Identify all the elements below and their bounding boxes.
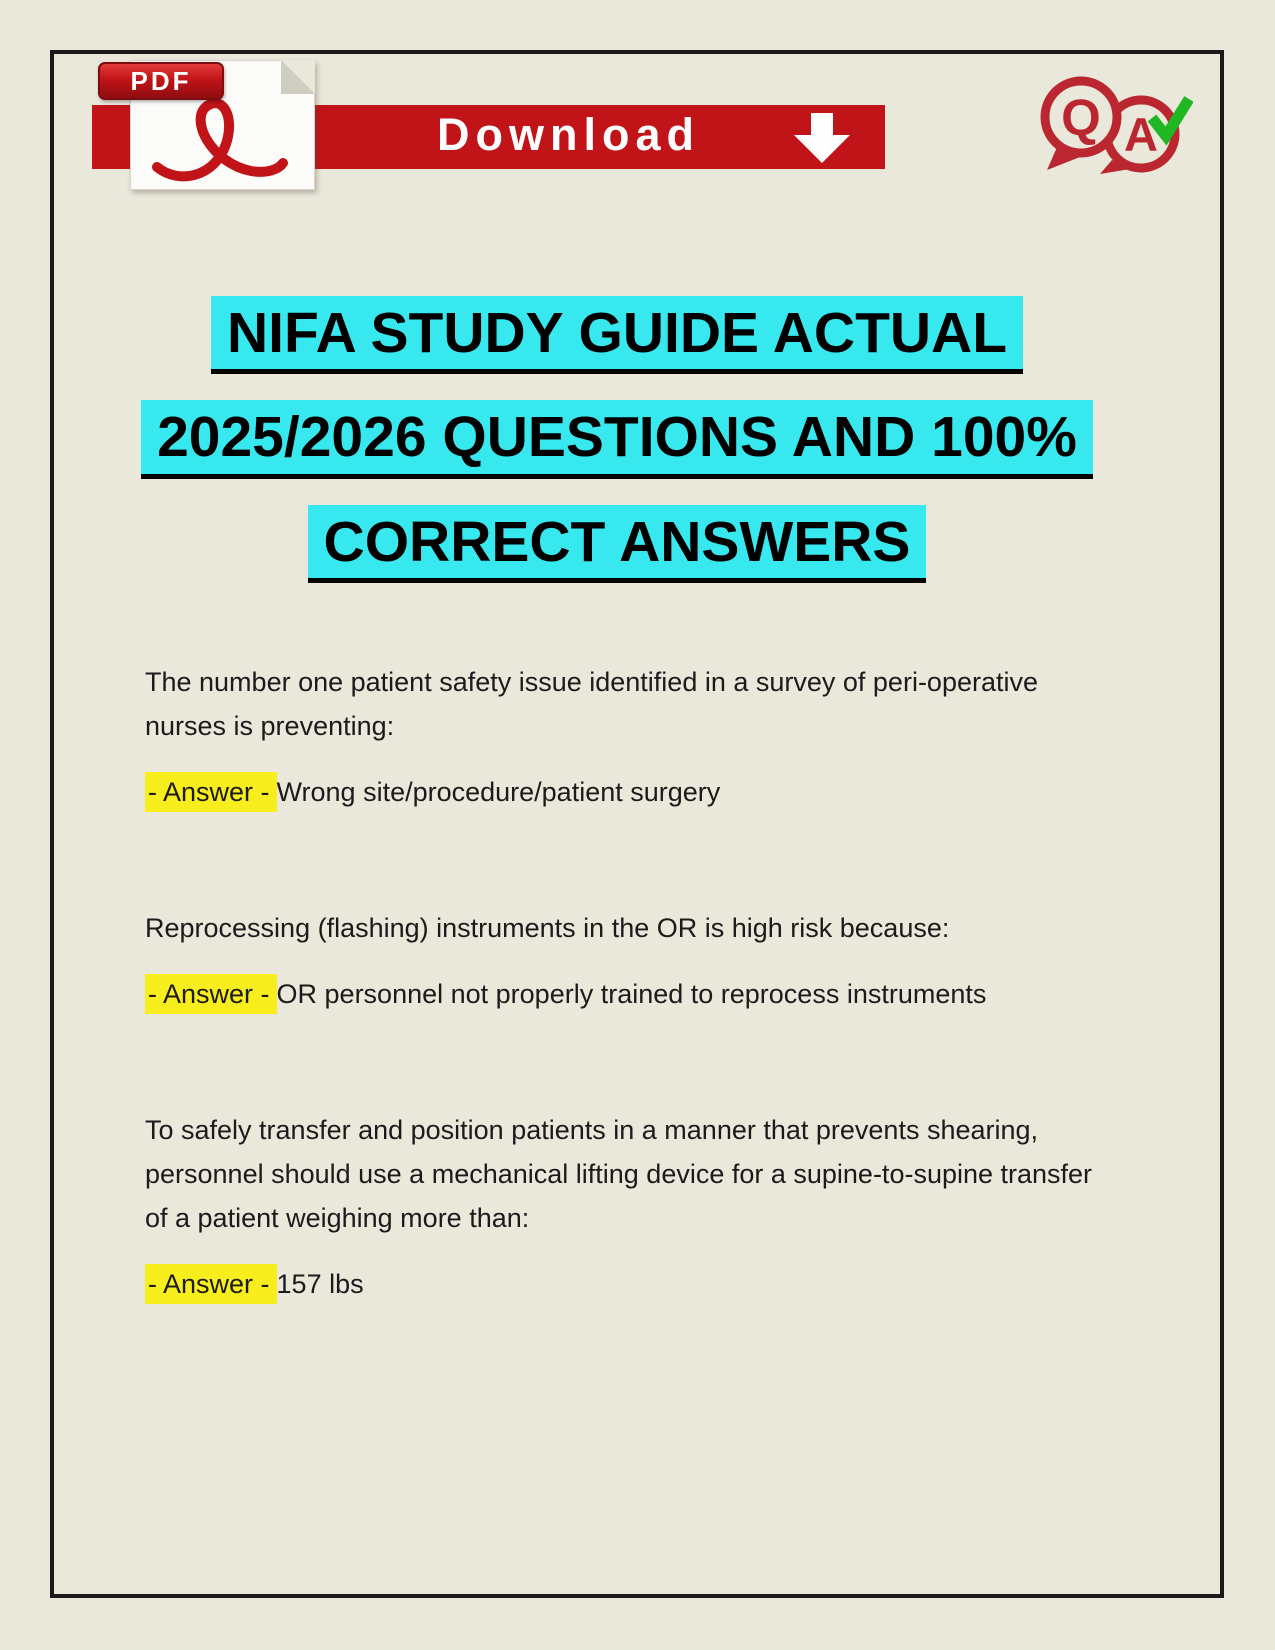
document-title <box>54 296 1180 609</box>
download-arrow-icon <box>792 113 852 163</box>
qa-content <box>145 660 1095 1306</box>
answer-line <box>145 1262 1095 1306</box>
page-border <box>50 50 1224 1598</box>
qa-item <box>145 1108 1095 1306</box>
answer-label-highlight: - Answer - <box>145 974 277 1014</box>
answer-text: 157 lbs <box>276 1269 364 1299</box>
qa-item <box>145 660 1095 814</box>
title-line-2: 2025/2026 QUESTIONS AND 100% <box>141 400 1093 478</box>
qa-item <box>145 906 1095 1016</box>
pdf-badge-label: PDF <box>130 65 192 96</box>
answer-line <box>145 972 1095 1016</box>
qa-logo <box>1038 76 1193 176</box>
answer-text: OR personnel not properly trained to reprocess instruments <box>276 979 987 1009</box>
question-text: Reprocessing (flashing) instruments in the OR is high risk because: <box>145 913 950 943</box>
answer-label-highlight: - Answer - <box>145 772 277 812</box>
download-button-label: Download <box>437 109 700 160</box>
answer-line <box>145 770 1095 814</box>
question-text: To safely transfer and position patients in a manner that prevents shearing, personnel should use a mechanical lifting device for a supine-to-supine transfer of a patient weighing more than: <box>145 1115 1093 1233</box>
qa-logo-q-letter: Q <box>1061 89 1101 146</box>
qa-logo-a-letter: A <box>1124 108 1158 161</box>
answer-text: Wrong site/procedure/patient surgery <box>276 777 721 807</box>
question-text: The number one patient safety issue identified in a survey of peri-operative nurses is preventing: <box>145 667 1039 741</box>
title-line-1: NIFA STUDY GUIDE ACTUAL <box>211 296 1023 374</box>
acrobat-swoosh-icon <box>149 89 299 184</box>
answer-label-highlight: - Answer - <box>145 1264 277 1304</box>
pdf-badge <box>98 62 224 100</box>
title-line-3: CORRECT ANSWERS <box>308 505 927 583</box>
